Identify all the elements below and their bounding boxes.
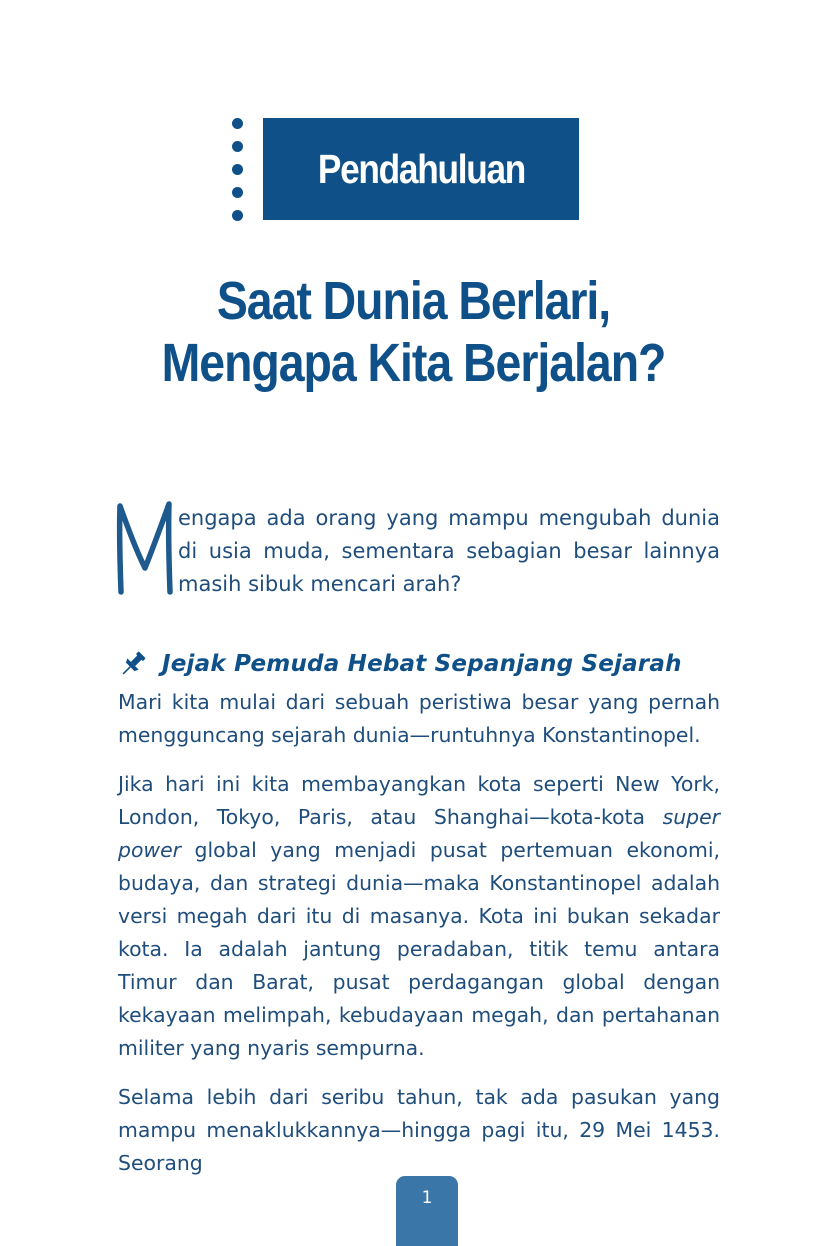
paragraph-2-part-1: Jika hari ini kita membayangkan kota seperti New York, London, Tokyo, Paris, atau Shanghai—kota-kota xyxy=(118,772,720,829)
chapter-title-line-1: Saat Dunia Berlari, xyxy=(216,271,611,331)
paragraph-2-italic: super power xyxy=(118,805,720,862)
pushpin-icon xyxy=(118,649,148,679)
intro-paragraph: engapa ada orang yang mampu mengubah dunia di usia muda, sementara sebagian besar lainnya masih sibuk mencari arah? xyxy=(178,506,720,596)
paragraph-2 xyxy=(118,768,720,1065)
body-text xyxy=(118,686,720,1196)
chapter-label-box xyxy=(263,118,579,220)
chapter-label: Pendahuluan xyxy=(317,145,525,192)
paragraph-3: Selama lebih dari seribu tahun, tak ada pasukan yang mampu menaklukkannya—hingga pagi itu, 29 Mei 1453. Seorang xyxy=(118,1085,720,1175)
page-number: 1 xyxy=(421,1188,433,1208)
page-number-tab xyxy=(396,1176,458,1246)
section-title: Jejak Pemuda Hebat Sepanjang Sejarah xyxy=(162,651,682,677)
paragraph-2-part-2: global yang menjadi pusat pertemuan ekonomi, budaya, dan strategi dunia—maka Konstantinopel adalah versi megah dari itu di masanya. Kota ini bukan sekadar kota. Ia adalah jantung peradaban, titik temu antara Timur dan Barat, pusat perdagangan global dengan kekayaan melimpah, kebudayaan megah, dan pertahanan militer yang nyaris sempurna. xyxy=(118,838,720,1060)
section-heading xyxy=(118,644,728,684)
chapter-title-line-2: Mengapa Kita Berjalan? xyxy=(161,333,666,393)
dropcap-letter xyxy=(114,494,176,598)
chapter-title xyxy=(0,270,827,394)
decorative-dots xyxy=(232,118,244,222)
paragraph-1: Mari kita mulai dari sebuah peristiwa besar yang pernah mengguncang sejarah dunia—runtuhnya Konstantinopel. xyxy=(118,690,720,747)
